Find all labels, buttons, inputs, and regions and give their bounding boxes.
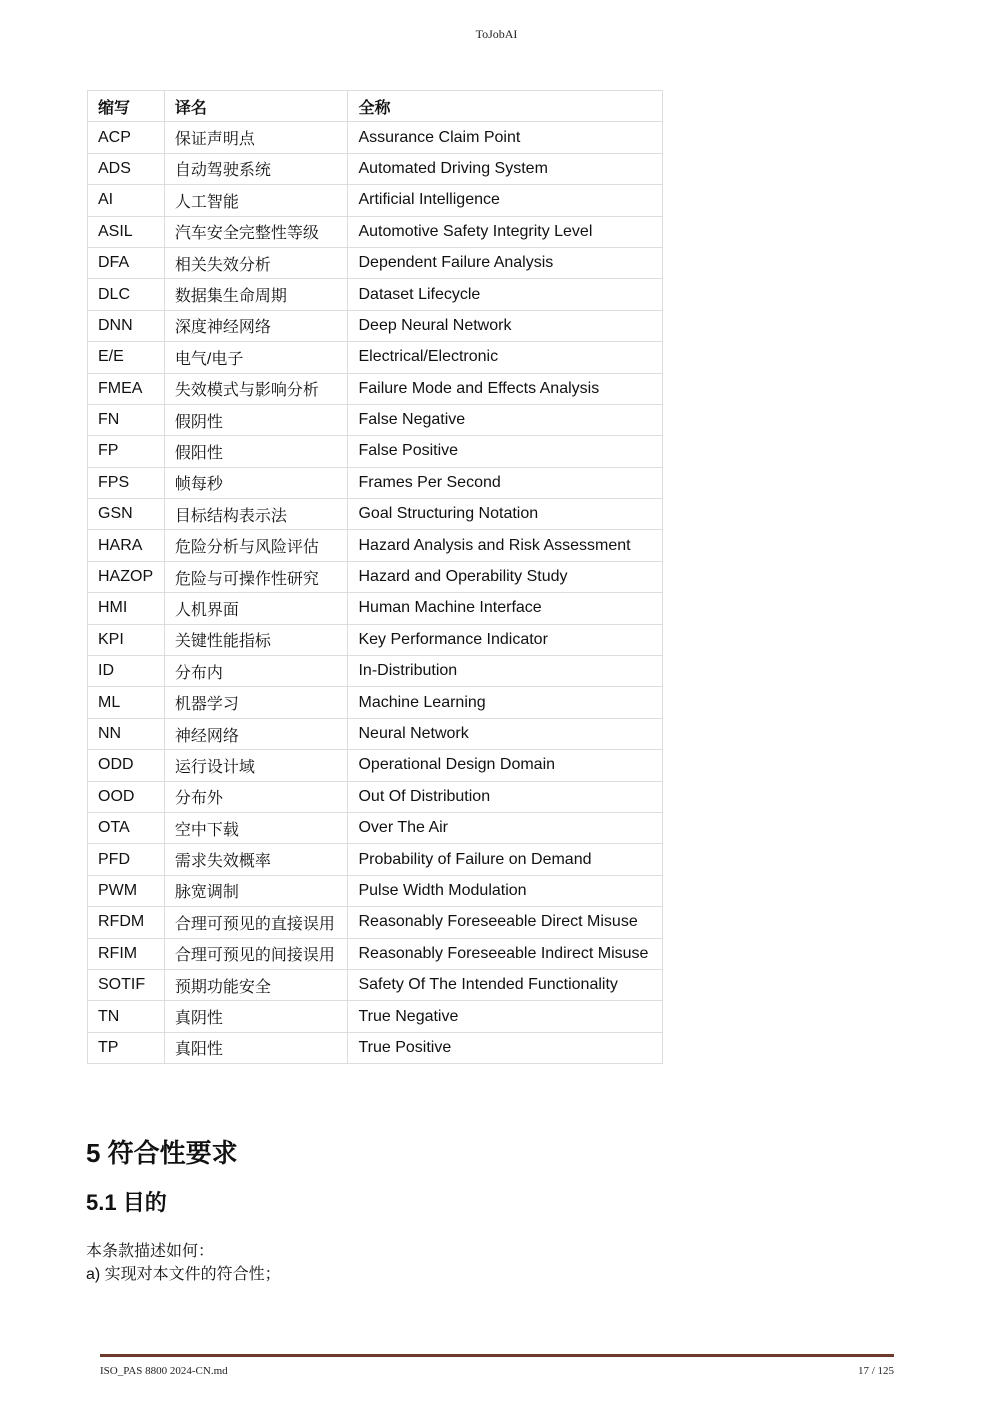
cell-translation: 脉宽调制 (164, 875, 348, 906)
cell-translation: 真阴性 (164, 1001, 348, 1032)
cell-translation: 汽车安全完整性等级 (164, 216, 348, 247)
cell-translation: 保证声明点 (164, 122, 348, 153)
cell-abbreviation: ID (88, 656, 165, 687)
table-row (88, 656, 663, 687)
cell-abbreviation: ADS (88, 153, 165, 184)
cell-abbreviation: ODD (88, 750, 165, 781)
cell-abbreviation: SOTIF (88, 969, 165, 1000)
cell-abbreviation: TN (88, 1001, 165, 1032)
table-body (88, 122, 663, 1064)
cell-full-name: Frames Per Second (348, 467, 663, 498)
cell-full-name: Human Machine Interface (348, 593, 663, 624)
page-header: ToJobAI (475, 27, 518, 41)
cell-abbreviation: ASIL (88, 216, 165, 247)
paragraph: 本条款描述如何： (86, 1243, 215, 1260)
cell-full-name: Deep Neural Network (348, 310, 663, 341)
cell-full-name: Dependent Failure Analysis (348, 247, 663, 278)
cell-full-name: Reasonably Foreseeable Indirect Misuse (348, 938, 663, 969)
cell-abbreviation: HAZOP (88, 561, 165, 592)
cell-abbreviation: OTA (88, 812, 165, 843)
cell-translation: 预期功能安全 (164, 969, 348, 1000)
cell-translation: 假阴性 (164, 404, 348, 435)
table-row (88, 969, 663, 1000)
cell-abbreviation: FPS (88, 467, 165, 498)
cell-full-name: Hazard Analysis and Risk Assessment (348, 530, 663, 561)
cell-full-name: True Negative (348, 1001, 663, 1032)
cell-full-name: In-Distribution (348, 656, 663, 687)
table-row (88, 781, 663, 812)
cell-translation: 合理可预见的直接误用 (164, 907, 348, 938)
table-row (88, 310, 663, 341)
cell-abbreviation: AI (88, 185, 165, 216)
table-row (88, 718, 663, 749)
table-row (88, 530, 663, 561)
table-row (88, 938, 663, 969)
cell-full-name: Out Of Distribution (348, 781, 663, 812)
cell-translation: 机器学习 (164, 687, 348, 718)
table-row (88, 1001, 663, 1032)
cell-full-name: Pulse Width Modulation (348, 875, 663, 906)
cell-translation: 人机界面 (164, 593, 348, 624)
cell-translation: 分布内 (164, 656, 348, 687)
cell-translation: 真阳性 (164, 1032, 348, 1063)
table-row (88, 687, 663, 718)
table-row (88, 593, 663, 624)
cell-full-name: Goal Structuring Notation (348, 499, 663, 530)
cell-translation: 神经网络 (164, 718, 348, 749)
cell-full-name: Electrical/Electronic (348, 342, 663, 373)
section-heading: 5 符合性要求 (86, 1138, 238, 1168)
abbreviation-table (87, 90, 663, 1064)
cell-full-name: Failure Mode and Effects Analysis (348, 373, 663, 404)
cell-full-name: Key Performance Indicator (348, 624, 663, 655)
cell-abbreviation: GSN (88, 499, 165, 530)
cell-translation: 深度神经网络 (164, 310, 348, 341)
cell-full-name: Automated Driving System (348, 153, 663, 184)
table-row (88, 185, 663, 216)
cell-full-name: Neural Network (348, 718, 663, 749)
footer-divider (100, 1354, 894, 1357)
cell-full-name: Automotive Safety Integrity Level (348, 216, 663, 247)
cell-abbreviation: PFD (88, 844, 165, 875)
column-header-full-name: 全称 (348, 91, 663, 122)
cell-full-name: Hazard and Operability Study (348, 561, 663, 592)
table-row (88, 499, 663, 530)
footer-filename: ISO_PAS 8800 2024-CN.md (100, 1365, 228, 1377)
cell-abbreviation: DFA (88, 247, 165, 278)
column-header-abbreviation: 缩写 (88, 91, 165, 122)
cell-full-name: False Positive (348, 436, 663, 467)
table-row (88, 153, 663, 184)
cell-translation: 空中下载 (164, 812, 348, 843)
cell-full-name: Dataset Lifecycle (348, 279, 663, 310)
cell-translation: 目标结构表示法 (164, 499, 348, 530)
cell-translation: 人工智能 (164, 185, 348, 216)
cell-translation: 电气/电子 (164, 342, 348, 373)
cell-translation: 运行设计域 (164, 750, 348, 781)
table-header-row (88, 91, 663, 122)
table-row (88, 467, 663, 498)
cell-abbreviation: HARA (88, 530, 165, 561)
cell-full-name: Reasonably Foreseeable Direct Misuse (348, 907, 663, 938)
cell-translation: 失效模式与影响分析 (164, 373, 348, 404)
table-row (88, 1032, 663, 1063)
table-row (88, 373, 663, 404)
cell-abbreviation: DNN (88, 310, 165, 341)
cell-translation: 分布外 (164, 781, 348, 812)
cell-abbreviation: ACP (88, 122, 165, 153)
table-row (88, 404, 663, 435)
table-row (88, 216, 663, 247)
table-row (88, 436, 663, 467)
cell-translation: 需求失效概率 (164, 844, 348, 875)
cell-full-name: Machine Learning (348, 687, 663, 718)
cell-translation: 危险与可操作性研究 (164, 561, 348, 592)
cell-full-name: True Positive (348, 1032, 663, 1063)
table-row (88, 812, 663, 843)
cell-translation: 合理可预见的间接误用 (164, 938, 348, 969)
cell-abbreviation: PWM (88, 875, 165, 906)
column-header-translation: 译名 (164, 91, 348, 122)
table-row (88, 122, 663, 153)
cell-translation: 危险分析与风险评估 (164, 530, 348, 561)
cell-full-name: Safety Of The Intended Functionality (348, 969, 663, 1000)
footer-page-number: 17 / 125 (857, 1365, 894, 1377)
table-row (88, 561, 663, 592)
table-row (88, 750, 663, 781)
table-row (88, 875, 663, 906)
cell-abbreviation: TP (88, 1032, 165, 1063)
cell-abbreviation: RFDM (88, 907, 165, 938)
cell-full-name: Assurance Claim Point (348, 122, 663, 153)
cell-abbreviation: ML (88, 687, 165, 718)
table-row (88, 844, 663, 875)
cell-abbreviation: KPI (88, 624, 165, 655)
table-row (88, 907, 663, 938)
cell-full-name: Operational Design Domain (348, 750, 663, 781)
cell-full-name: Artificial Intelligence (348, 185, 663, 216)
cell-abbreviation: E/E (88, 342, 165, 373)
cell-abbreviation: FN (88, 404, 165, 435)
cell-translation: 关键性能指标 (164, 624, 348, 655)
cell-abbreviation: HMI (88, 593, 165, 624)
cell-full-name: Probability of Failure on Demand (348, 844, 663, 875)
cell-abbreviation: RFIM (88, 938, 165, 969)
cell-abbreviation: NN (88, 718, 165, 749)
table-row (88, 247, 663, 278)
table-row (88, 279, 663, 310)
cell-translation: 相关失效分析 (164, 247, 348, 278)
page-footer (100, 1365, 894, 1381)
table-row (88, 342, 663, 373)
paragraph: a) 实现对本文件的符合性； (86, 1266, 281, 1283)
cell-abbreviation: FMEA (88, 373, 165, 404)
cell-abbreviation: OOD (88, 781, 165, 812)
cell-translation: 数据集生命周期 (164, 279, 348, 310)
cell-full-name: False Negative (348, 404, 663, 435)
cell-abbreviation: FP (88, 436, 165, 467)
cell-abbreviation: DLC (88, 279, 165, 310)
table-row (88, 624, 663, 655)
subsection-heading: 5.1 目的 (86, 1190, 167, 1215)
cell-translation: 假阳性 (164, 436, 348, 467)
cell-translation: 帧每秒 (164, 467, 348, 498)
cell-full-name: Over The Air (348, 812, 663, 843)
cell-translation: 自动驾驶系统 (164, 153, 348, 184)
